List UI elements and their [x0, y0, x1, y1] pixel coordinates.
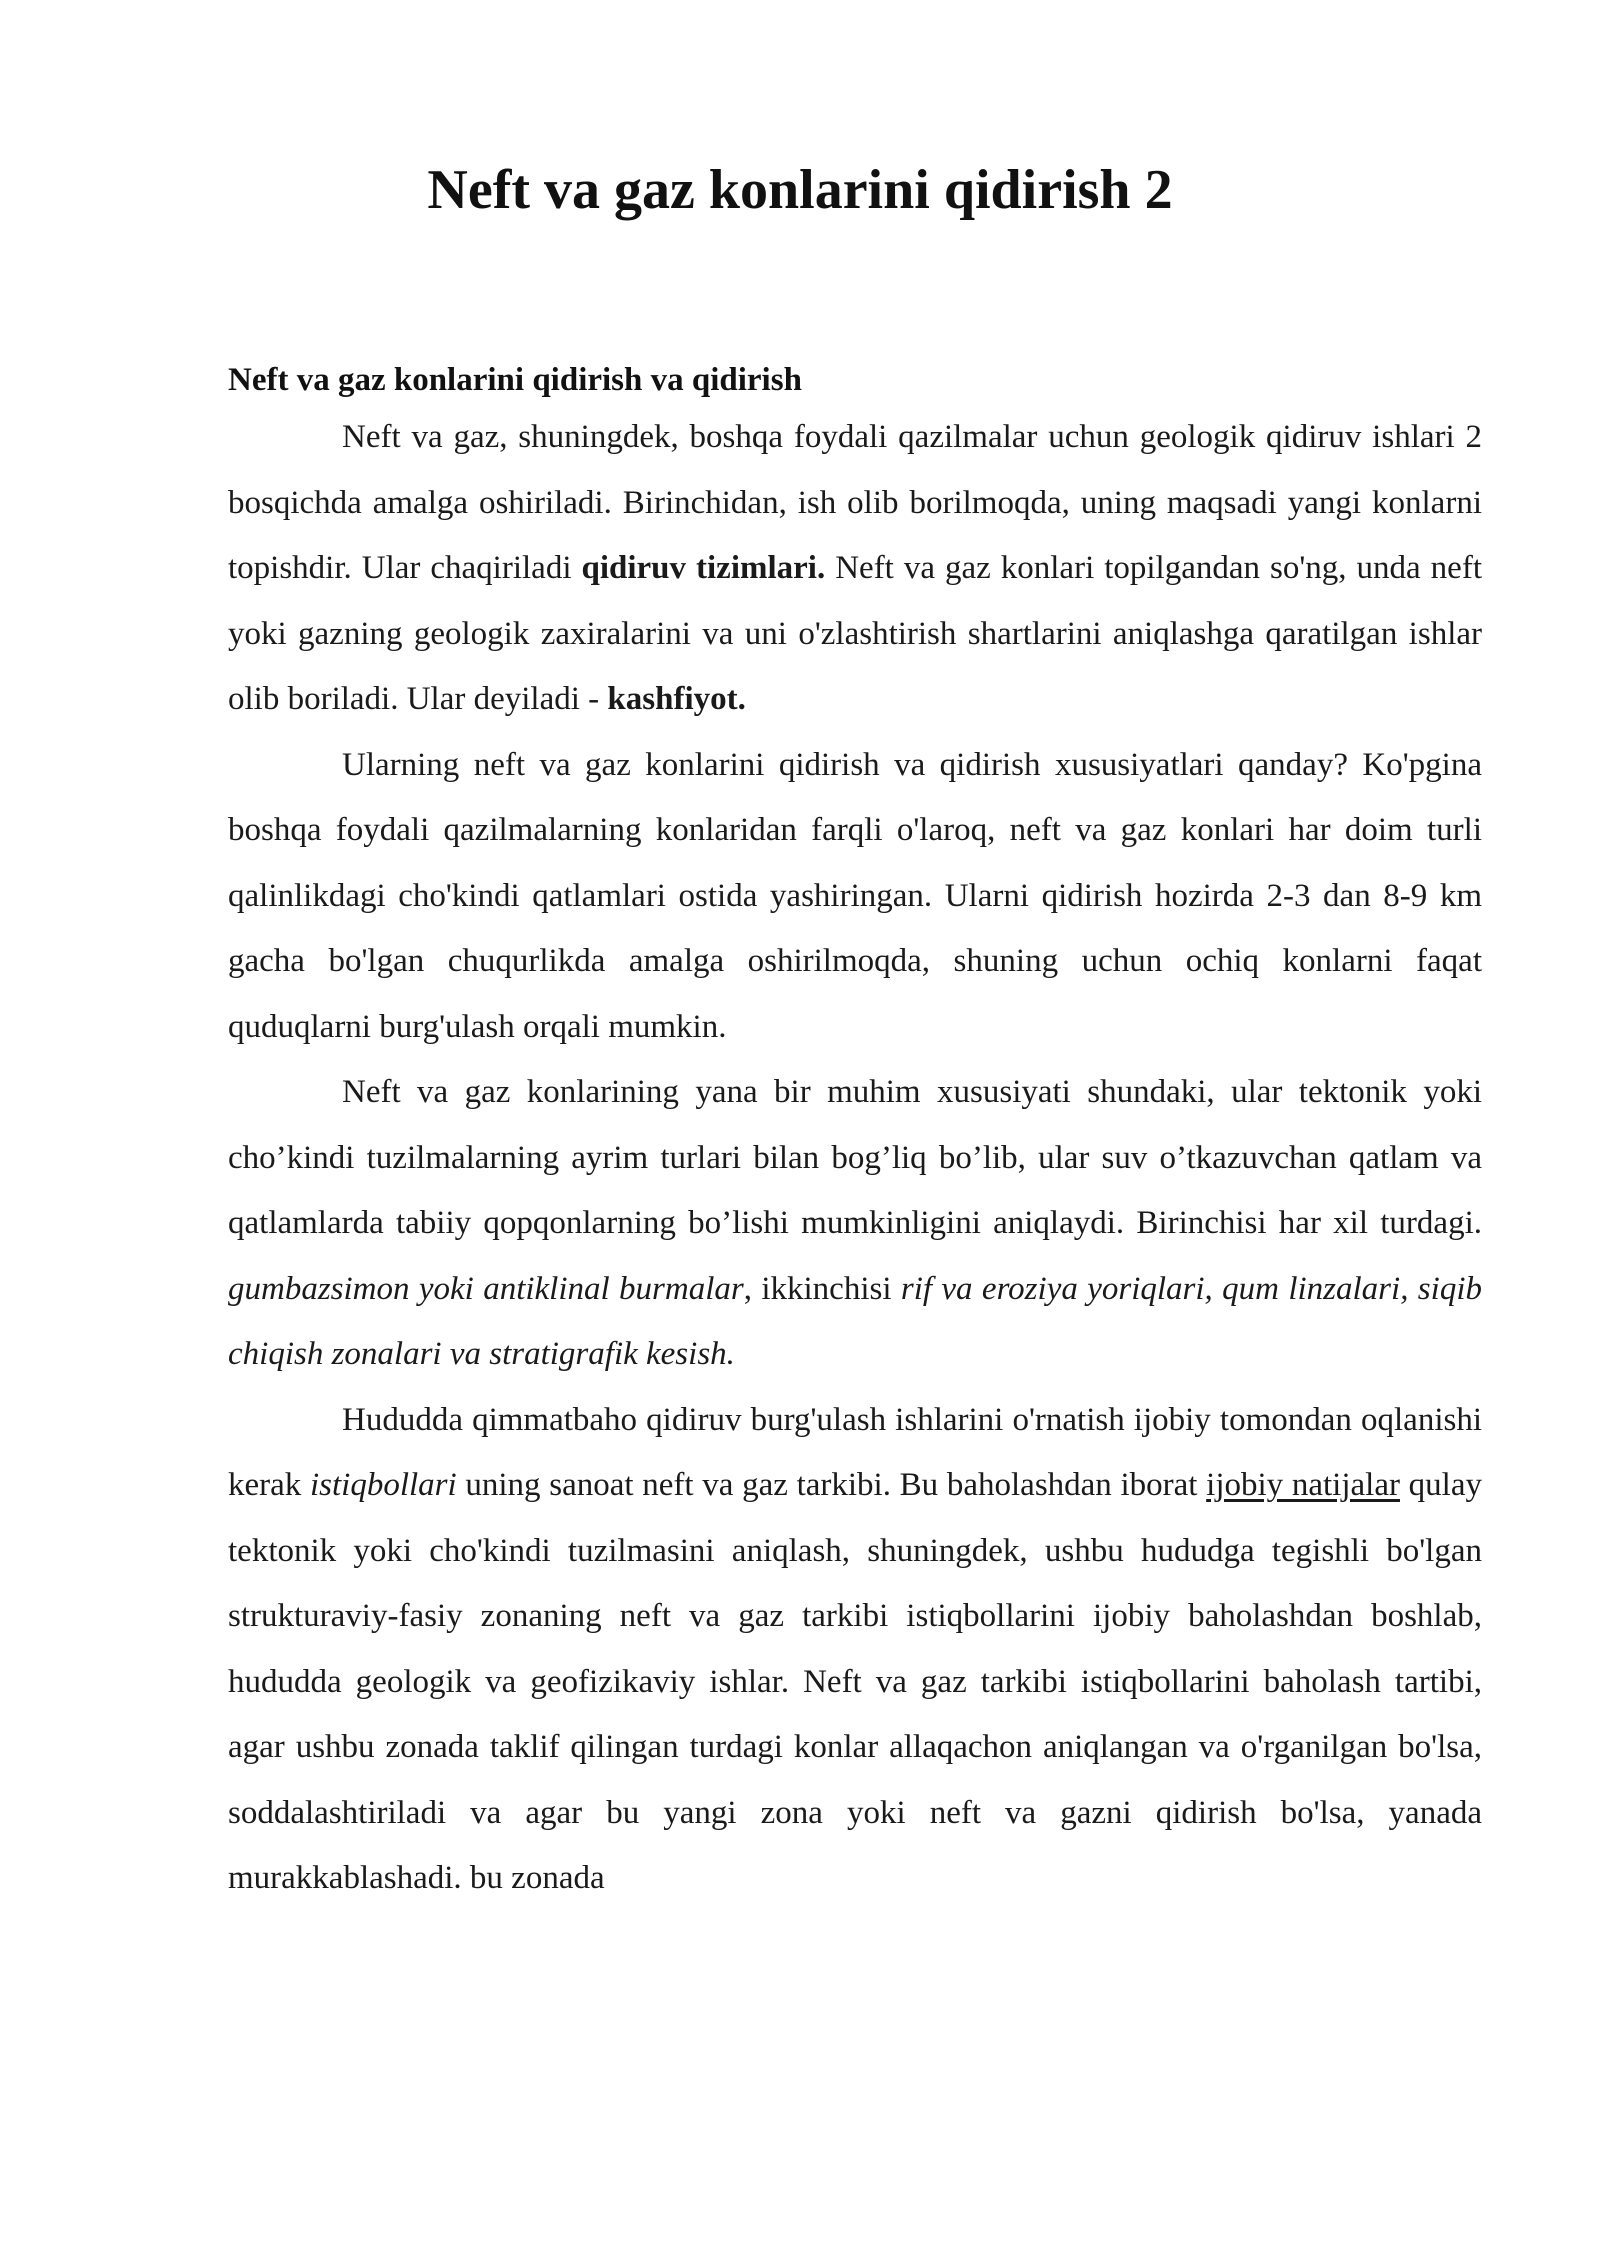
- paragraph-4: [228, 1388, 1482, 1912]
- document-body: [228, 355, 1482, 1912]
- term-ijobiy-natijalar: ijobiy natijalar: [1206, 1467, 1400, 1503]
- section-heading: Neft va gaz konlarini qidirish va qidirish: [228, 362, 802, 398]
- paragraph-3-text-a: Neft va gaz konlarining yana bir muhim xususiyati shundaki, ular tektonik yoki cho’kindi tuzilmalarning ayrim turlari bilan bog’liq bo’lib, ular suv o’tkazuvchan qatlam va qatlamlarda tabiiy qopqonlarning bo’lishi mumkinligini aniqlaydi. Birinchisi har xil turdagi.: [228, 1074, 1482, 1241]
- term-antiklinal-burmalar: gumbazsimon yoki antiklinal burmalar: [228, 1270, 744, 1307]
- paragraph-3-text-b: , ikkinchisi: [743, 1270, 901, 1307]
- paragraph-4-text-c: qulay tektonik yoki cho'kindi tuzilmasini aniqlash, shuningdek, ushbu hududga tegishli bo'lgan strukturaviy-fasiy zonaning neft va gaz tarkibi istiqbollarini ijobiy baholashdan boshlab, hududda geologik va geofizikaviy ishlar. Neft va gaz tarkibi istiqbollarini baholash tartibi, agar ushbu zonada taklif qilingan turdagi konlar allaqachon aniqlangan va o'rganilgan bo'lsa, soddalashtiriladi va agar bu yangi zona yoki neft va gazni qidirish bo'lsa, yanada murakkablashadi. bu zonada: [228, 1467, 1482, 1896]
- term-istiqbollari: istiqbollari: [309, 1467, 457, 1503]
- paragraph-3: [228, 1060, 1482, 1388]
- term-kashfiyot: kashfiyot.: [607, 681, 746, 717]
- paragraph-4-text-a: Hududda qimmatbaho qidiruv burg'ulash ishlarini o'rnatish ijobiy tomondan oqlanishi kerak: [228, 1401, 1482, 1503]
- term-qidiruv-tizimlari: qidiruv tizimlari.: [581, 550, 826, 586]
- paragraph-4-text-b: uning sanoat neft va gaz tarkibi. Bu baholashdan iborat: [456, 1467, 1207, 1503]
- document-title: Neft va gaz konlarini qidirish 2: [427, 159, 1173, 221]
- paragraph-1: [228, 405, 1482, 733]
- paragraph-1-text-b: Neft va gaz konlari topilgandan so'ng, unda neft yoki gazning geologik zaxiralarini va uni o'zlashtirish shartlarini aniqlashga qaratilgan ishlar olib boriladi. Ular deyiladi -: [228, 550, 1482, 717]
- paragraph-1-text-a: Neft va gaz, shuningdek, boshqa foydali qazilmalar uchun geologik qidiruv ishlari 2 bosqichda amalga oshiriladi. Birinchidan, ish olib borilmoqda, uning maqsadi yangi konlarni topishdir. Ular chaqiriladi: [228, 419, 1482, 586]
- paragraph-2: Ularning neft va gaz konlarini qidirish va qidirish xususiyatlari qanday? Ko'pgina boshqa foydali qazilmalarning konlaridan farqli o'laroq, neft va gaz konlari har doim turli qalinlikdagi cho'kindi qatlamlari ostida yashiringan. Ularni qidirish hozirda 2-3 dan 8-9 km gacha bo'lgan chuqurlikda amalga oshirilmoqda, shuning uchun ochiq konlarni faqat quduqlarni burg'ulash orqali mumkin.: [228, 746, 1482, 1045]
- term-rif-eroziya: rif va eroziya yoriqlari, qum linzalari, siqib chiqish zonalari va stratigrafik kesish.: [228, 1270, 1482, 1372]
